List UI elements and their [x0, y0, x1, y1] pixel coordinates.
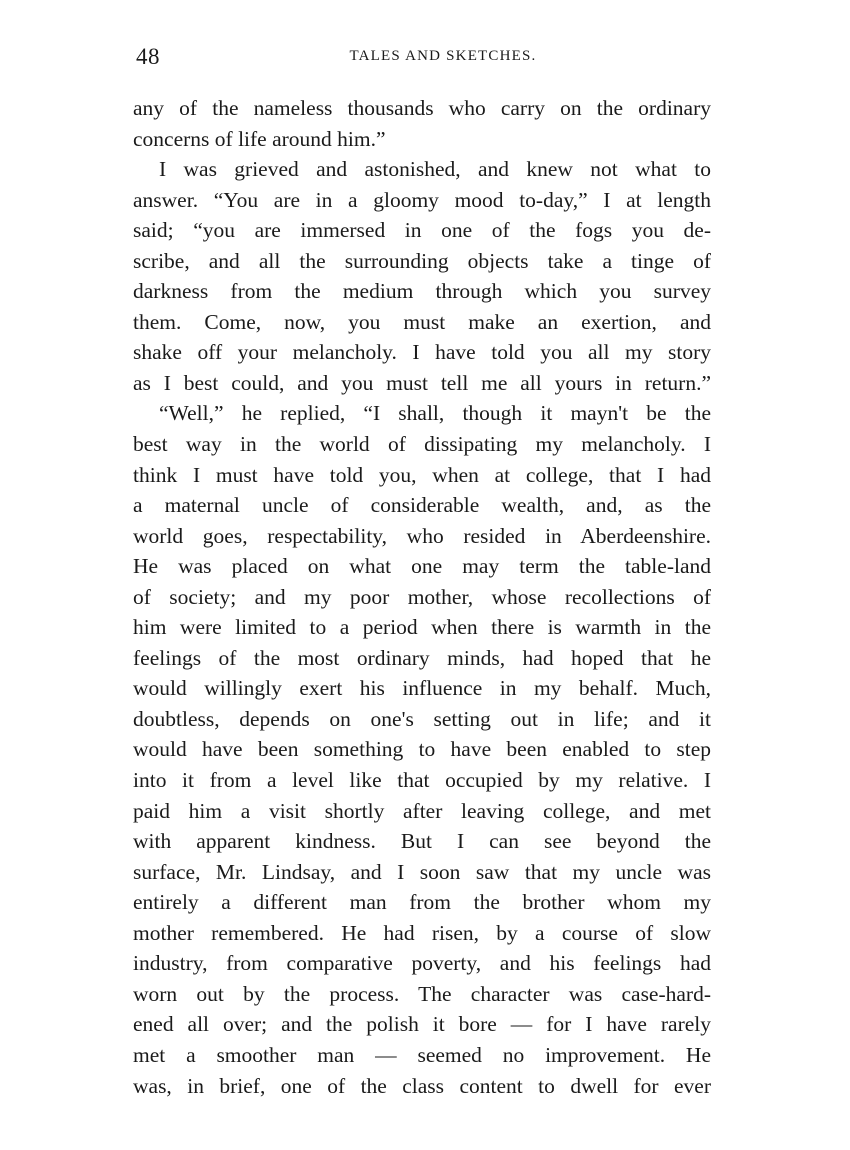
text-line: of society; and my poor mother, whose recollections of [133, 584, 711, 609]
body-text [133, 93, 711, 1101]
text-line: “Well,” he replied, “I shall, though it mayn't be the [159, 401, 711, 426]
text-line: him were limited to a period when there is warmth in the [133, 615, 711, 640]
text-line: surface, Mr. Lindsay, and I soon saw that my uncle was [133, 859, 711, 884]
text-line: world goes, respectability, who resided in Aberdeenshire. [133, 523, 711, 548]
text-line: a maternal uncle of considerable wealth, and, as the [133, 493, 711, 518]
text-line: into it from a level like that occupied by my relative. I [133, 768, 711, 793]
text-line: met a smoother man — seemed no improvement. He [133, 1042, 711, 1067]
text-line: He was placed on what one may term the table-land [133, 554, 711, 579]
text-line: them. Come, now, you must make an exertion, and [133, 309, 711, 334]
text-line: entirely a different man from the brother whom my [133, 890, 711, 915]
running-head [136, 44, 710, 74]
text-line: industry, from comparative poverty, and his feelings had [133, 951, 711, 976]
text-line: shake off your melancholy. I have told you all my story [133, 340, 711, 365]
text-line: answer. “You are in a gloomy mood to-day,” I at length [133, 187, 711, 212]
text-line: scribe, and all the surrounding objects take a tinge of [133, 248, 711, 273]
text-line: concerns of life around him.” [133, 126, 386, 151]
page-number: 48 [136, 44, 160, 69]
text-line: best way in the world of dissipating my melancholy. I [133, 432, 711, 457]
text-line: paid him a visit shortly after leaving college, and met [133, 798, 711, 823]
text-line: was, in brief, one of the class content to dwell for ever [133, 1073, 711, 1098]
text-line: with apparent kindness. But I can see beyond the [133, 829, 711, 854]
text-line: would have been something to have been enabled to step [133, 737, 711, 762]
text-line: ened all over; and the polish it bore — for I have rarely [133, 1012, 711, 1037]
running-title: TALES AND SKETCHES. [349, 48, 537, 64]
text-line: would willingly exert his influence in my behalf. Much, [133, 676, 711, 701]
text-line: think I must have told you, when at college, that I had [133, 462, 711, 487]
text-line: worn out by the process. The character was case-hard- [133, 981, 711, 1006]
text-line: feelings of the most ordinary minds, had hoped that he [133, 645, 711, 670]
text-line: as I best could, and you must tell me all yours in return.” [133, 370, 711, 395]
text-line: said; “you are immersed in one of the fogs you de- [133, 218, 711, 243]
text-line: any of the nameless thousands who carry on the ordinary [133, 96, 711, 120]
text-line: darkness from the medium through which you survey [133, 279, 711, 304]
text-line: I was grieved and astonished, and knew not what to [159, 157, 711, 182]
text-line: mother remembered. He had risen, by a course of slow [133, 920, 711, 945]
text-line: doubtless, depends on one's setting out in life; and it [133, 706, 711, 731]
